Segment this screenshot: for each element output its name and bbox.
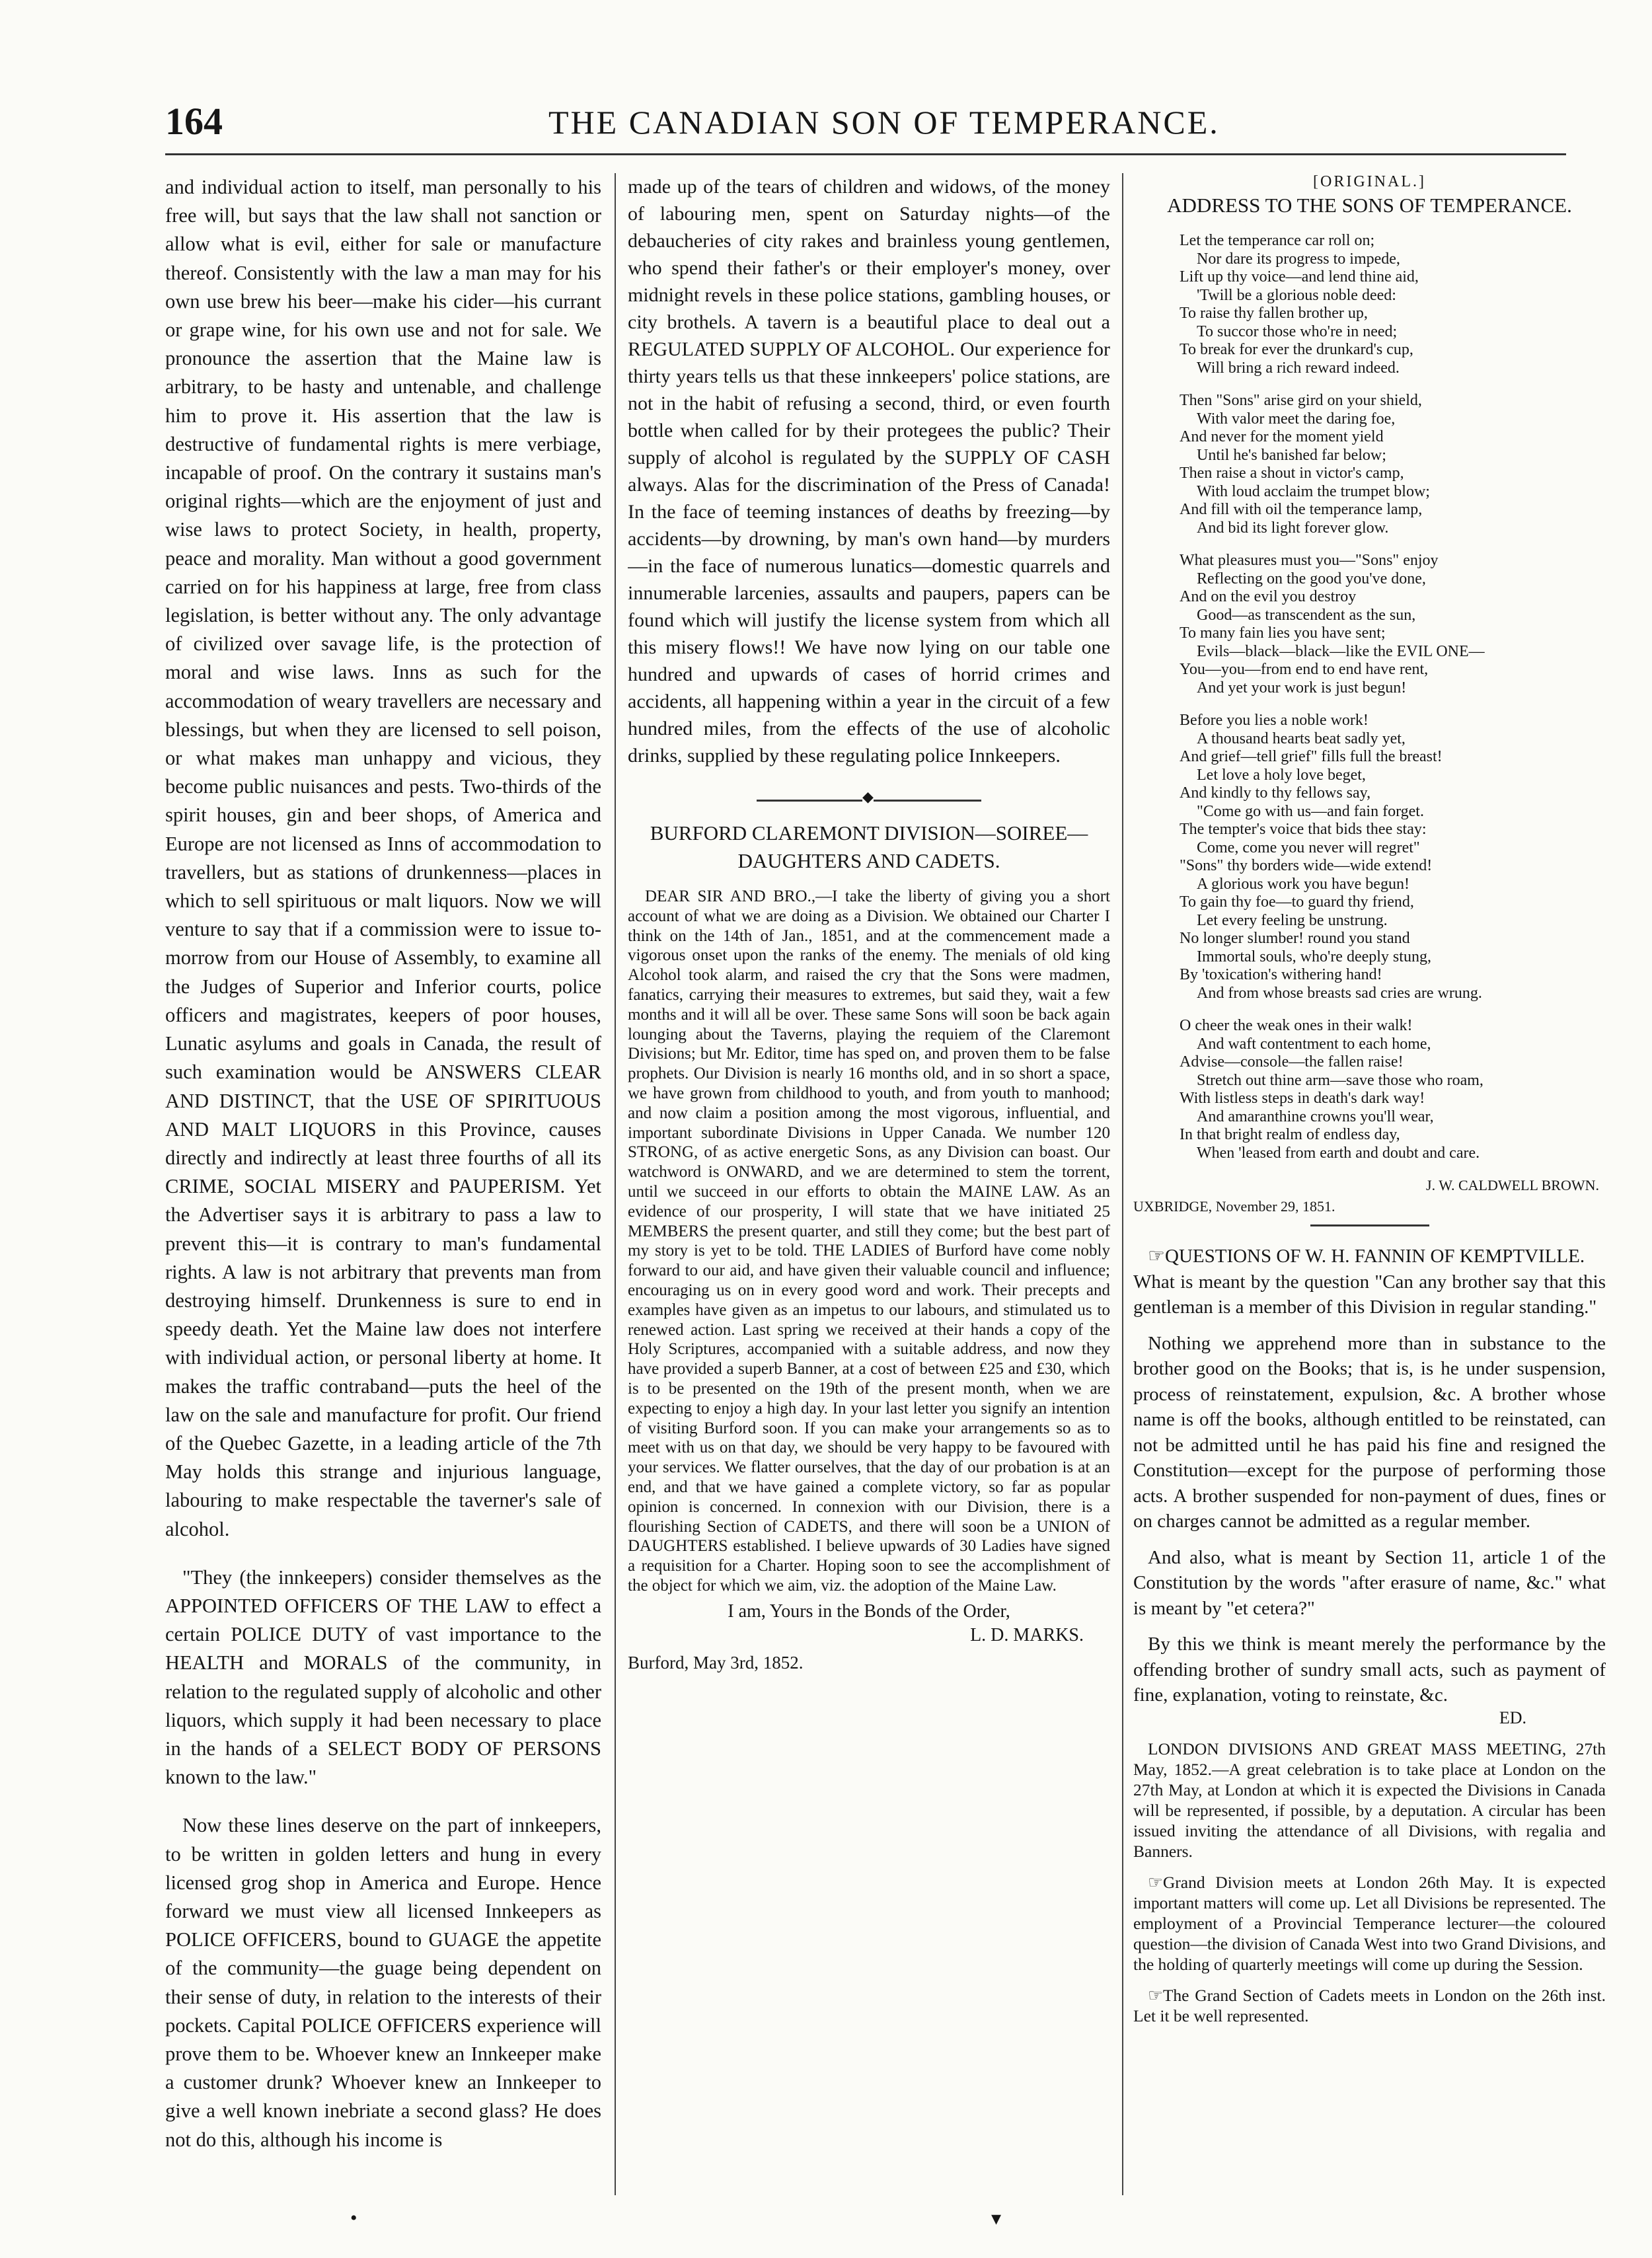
poem-line: The tempter's voice that bids thee stay:	[1180, 821, 1427, 838]
news-grand-division: ☞Grand Division meets at London 26th May. It is expected important matters will come up. Let all Divisions be represented. The employment of a Provincial Temperance lecturer—the coloured question—the division of Canada West into two Grand Divisions, and the holding of quarterly meetings will come up during the Session.	[1133, 1872, 1606, 1974]
page-header	[159, 99, 1586, 152]
poem-line: To raise thy fallen brother up,	[1180, 305, 1368, 322]
poem-title: ADDRESS TO THE SONS OF TEMPERANCE.	[1167, 194, 1572, 217]
poem-line: With valor meet the daring foe,	[1197, 410, 1396, 428]
poem-line: Before you lies a noble work!	[1180, 712, 1369, 729]
poem-line: A thousand hearts beat sadly yet,	[1197, 730, 1406, 747]
poem-line: Let love a holy love beget,	[1197, 766, 1366, 784]
poem-line: No longer slumber! round you stand	[1180, 930, 1410, 947]
poem-line: And amaranthine crowns you'll wear,	[1197, 1108, 1434, 1125]
editorial-quotation: "They (the innkeepers) consider themselves as the APPOINTED OFFICERS OF THE LAW to effect a certain POLICE DUTY of vast importance to the HEALTH and MORALS of the community, in relation to the regulated supply of alcoholic and other liquors, which supply it had been necessary to place in the hands of a SELECT BODY OF PERSONS known to the law."	[165, 1565, 601, 1789]
printer-mark-right: ▾	[991, 2208, 1002, 2230]
poem-stanza	[1180, 712, 1606, 1002]
printer-mark-left: •	[350, 2207, 357, 2229]
letter-signature: L. D. MARKS.	[970, 1624, 1084, 1645]
news-cadets: ☞The Grand Section of Cadets meets in London on the 26th inst. Let it be well represented.	[1133, 1985, 1606, 2025]
poem-body	[1133, 232, 1606, 1162]
poem-line: Let every feeling be unstrung.	[1197, 911, 1388, 929]
poem-line: What pleasures must you—"Sons" enjoy	[1180, 552, 1439, 569]
article-heading: BURFORD CLAREMONT DIVISION—SOIREE—DAUGHTERS AND CADETS.	[650, 821, 1088, 872]
column-divider-1	[615, 173, 616, 2195]
poem-line: Then raise a shout in victor's camp,	[1180, 465, 1404, 482]
column-right	[1133, 173, 1606, 2195]
poem-line: Stretch out thine arm—save those who roam,	[1197, 1071, 1483, 1089]
poem-line: "Sons" thy borders wide—wide extend!	[1180, 857, 1433, 874]
answer-2: By this we think is meant merely the performance by the offending brother of sundry small acts, such as payment of fine, explanation, voting to reinstate, &c.	[1133, 1634, 1606, 1706]
editorial-paragraph-3: Now these lines deserve on the part of innkeepers, to be written in golden letters and hung in every licensed grog shop in America and Europe. Hence forward we must view all licensed Innkeepers as POLICE OFFICERS, bound to GUAGE the appetite of the community—the guage being dependent on their sense of duty, in relation to the interests of their pockets. Capital POLICE OFFICERS experience will prove them to be. Whoever knew an Innkeeper make a customer drunk? Whoever knew an Innkeeper to give a well known inebriate a second glass? He does not do this, although his income is	[165, 1814, 601, 2151]
column-middle	[628, 173, 1110, 2195]
poem-dateline: UXBRIDGE, November 29, 1851.	[1133, 1198, 1335, 1215]
poem-line: Let the temperance car roll on;	[1180, 232, 1375, 249]
poem-line: A glorious work you have begun!	[1197, 875, 1409, 893]
editorial-paragraph-1: and individual action to itself, man personally to his free will, but says that the law shall not sanction or allow what is evil, either for sale or manufacture thereof. Consistently with the law a man may for his own use brew his beer—make his cider—his currant or grape wine, for his own use and not for sale. We pronounce the assertion that the Maine law is arbitrary, to be hasty and untenable, and challenge him to prove it. His assertion that the law is destructive of fundamental rights is mere verbiage, incapable of proof. On the contrary it sustains man's original rights—which are the enjoyment of just and wise laws to protect Society, in health, property, peace and morality. Man without a good government carried on for his happiness at large, free from class legislation, is better without any. The only advantage of civilized over savage life, is the protection of moral and wise laws. Inns as such for the accommodation of weary travellers are necessary and blessings, but when they are licensed to sell poison, or what makes man unhappy and vicious, they become public nuisances and pests. Two-thirds of the spirit houses, gin and beer shops, of America and Europe are not licensed as Inns of accommodation to travellers, but as stations of drunkenness—places in which to sell spirituous or malt liquors. Now we will venture to say that if a commission were to issue to-morrow from our House of Assembly, to examine all the Judges of Superior and Inferior courts, police officers and magistrates, keepers of poor houses, Lunatic asylums and goals in Canada, the result of such examination would be ANSWERS CLEAR AND DISTINCT, that the USE OF SPIRITUOUS AND MALT LIQUORS in this Province, causes directly and indirectly at least three fourths of all its CRIME, SOCIAL MISERY and PAUPERISM. Yet the Advertiser says it is arbitrary to pass a law to prevent this—it is contrary to man's fundamental rights. A law is not arbitrary that prevents man from destroying himself. Drunkenness is sure to end in speedy death. Yet the Maine law does not interfere with individual action, or personal liberty at home. It makes the traffic contraband—puts the heel of the law on the sale and manufacture for profit. Our friend of the Quebec Gazette, in a leading article of the 7th May holds this strange and injurious language, labouring to make respectable the taverner's sale of alcohol.	[165, 176, 601, 1540]
poem-line: Good—as transcendent as the sun,	[1197, 606, 1416, 624]
poem-line: With loud acclaim the trumpet blow;	[1197, 482, 1430, 500]
letter-place-date: Burford, May 3rd, 1852.	[628, 1652, 804, 1673]
section-ornament-rule	[628, 793, 1110, 805]
poem-stanza	[1180, 552, 1606, 697]
poem-line: And from whose breasts sad cries are wrung.	[1197, 984, 1482, 1002]
poem-line: To break for ever the drunkard's cup,	[1180, 341, 1413, 358]
poem-line: Nor dare its progress to impede,	[1197, 250, 1400, 268]
poem-line: Advise—console—the fallen raise!	[1180, 1053, 1404, 1071]
poem-line: When 'leased from earth and doubt and care.	[1197, 1144, 1480, 1162]
question-2: And also, what is meant by Section 11, article 1 of the Constitution by the words "after erasure of name, &c." what is meant by "et cetera?"	[1133, 1546, 1606, 1619]
editorial-continuation: made up of the tears of children and widows, of the money of labouring men, spent on Saturday nights—of the debaucheries of city rakes and brainless young gentlemen, who spend their father's or their employer's money, over midnight revels in these police stations, gambling houses, or city brothels. A tavern is a beautiful place to deal out a REGULATED SUPPLY OF ALCOHOL. Our experience for thirty years tells us that these innkeepers' police stations, are not in the habit of refusing a second, third, or even fourth bottle when called for by their protegees the public? Their supply of alcohol is regulated by the SUPPLY OF CASH always. Alas for the discrimination of the Press of Canada! In the face of teeming instances of deaths by freezing—by accidents—by drowning, by man's own hand—by murders—in the face of numerous lunatics—domestic quarrels and innumerable larcenies, assaults and paupers, papers can be found which will justify the license system from which all this misery flows!! We have now lying on our table one hundred and upwards of cases of horrid crimes and accidents, all happening within a year in the circuit of a few hundred miles, from the effects of the use of alcoholic drinks, supplied by these regulating police Innkeepers.	[628, 176, 1110, 767]
news-london-meeting: LONDON DIVISIONS AND GREAT MASS MEETING, 27th May, 1852.—A great celebration is to take place at London on the 27th May, at London at which it is expected the Divisions in Canada will be represented, if possible, by a deputation. A circular has been issued inviting the attendance of all Divisions, with regalia and Banners.	[1133, 1739, 1606, 1861]
poem-line: Until he's banished far below;	[1197, 446, 1386, 464]
poem-line: Then "Sons" arise gird on your shield,	[1180, 392, 1422, 409]
poem-stanza	[1180, 1017, 1606, 1162]
poem-line: Come, come you never will regret"	[1197, 839, 1420, 856]
poem-line: And never for the moment yield	[1180, 428, 1384, 445]
poem-author: J. W. CALDWELL BROWN.	[1426, 1177, 1599, 1193]
poem-line: And yet your work is just begun!	[1197, 679, 1407, 696]
header-rule	[165, 153, 1566, 155]
poem-line: With listless steps in death's dark way!	[1180, 1090, 1425, 1107]
poem-line: And fill with oil the temperance lamp,	[1180, 501, 1423, 518]
section-rule	[1310, 1224, 1429, 1226]
letter-closing: I am, Yours in the Bonds of the Order,	[728, 1600, 1010, 1622]
poem-line: Evils—black—black—like the EVIL ONE—	[1197, 642, 1485, 660]
poem-line: Lift up thy voice—and lend thine aid,	[1180, 268, 1419, 285]
page-number: 164	[165, 100, 223, 143]
poem-line: O cheer the weak ones in their walk!	[1180, 1017, 1413, 1034]
answer-1: Nothing we apprehend more than in substance to the brother good on the Books; that is, is he under suspension, process of reinstatement, expulsion, &c. A brother whose name is off the books, although entitled to be reinstated, can not be admitted until he has paid his fine and resigned the Constitution—except for the purpose of performing those acts. A brother suspended for non-payment of dues, fines or on charges cannot be admitted as a regular member.	[1133, 1332, 1606, 1532]
poem-stanza	[1180, 392, 1606, 537]
editor-initials: ED.	[1499, 1708, 1526, 1727]
poem-line: To succor those who're in need;	[1197, 322, 1398, 340]
poem-line: "Come go with us—and fain forget.	[1197, 802, 1424, 820]
poem-line: 'Twill be a glorious noble deed:	[1197, 286, 1396, 304]
masthead-title: THE CANADIAN SON OF TEMPERANCE.	[548, 104, 1220, 141]
poem-stanza	[1180, 232, 1606, 377]
column-left	[165, 173, 601, 2195]
poem-line: To many fain lies you have sent;	[1180, 624, 1386, 642]
poem-line: And waft contentment to each home,	[1197, 1035, 1431, 1053]
poem-line: And grief—tell grief" fills full the breast!	[1180, 748, 1443, 765]
poem-line: Immortal souls, who're deeply stung,	[1197, 948, 1431, 965]
poem-line: Reflecting on the good you've done,	[1197, 570, 1426, 587]
original-label: [ORIGINAL.]	[1313, 173, 1426, 190]
poem-line: You—you—from end to end have rent,	[1180, 661, 1429, 678]
poem-line: And on the evil you destroy	[1180, 588, 1357, 605]
poem-line: And bid its light forever glow.	[1197, 519, 1389, 537]
letter-body: DEAR SIR AND BRO.,—I take the liberty of giving you a short account of what we are doing as a Division. We obtained our Charter I think on the 14th of Jan., 1851, and at the commencement made a vigorous onset upon the ranks of the enemy. The menials of old king Alcohol took alarm, and raised the cry that the Sons were madmen, fanatics, carrying their measures to extremes, but said they, wait a few months and it will all be over. These same Sons will soon be back again lounging about the Taverns, playing the requiem of the Claremont Divisions; but Mr. Editor, time has sped on, and proven them to be false prophets. Our Division is nearly 16 months old, and in so short a space, we have grown from childhood to youth, and from youth to manhood; and now claim a position among the most vigorous, influential, and important subordinate Divisions in Upper Canada. We number 120 STRONG, of as active energetic Sons, as any Division can boast. Our watchword is ONWARD, and we are determined to stem the torrent, until we succeed in our efforts to obtain the MAINE LAW. As an evidence of our prosperity, I will state that we have initiated 25 MEMBERS the present quarter, and still they come; but the best part of my story is yet to be told. THE LADIES of Burford have come nobly forward to our aid, and have given their valuable council and influence; encouraging us on in every good word and work. Their precepts and examples have given as an impetus to our labours, and stimulated us to renewed action. Last spring we received at their hands a copy of the Holy Scriptures, accompanied with a suitable address, and now they have provided a superb Banner, at a cost of between £25 and £30, which is to be presented on the 19th of the present month, when we are expecting to enjoy a high day. In your last letter you signify an intention of visiting Burford soon. If you can make your arrangements so as to meet with us on that day, we should be very happy to be favoured with your services. We flatter ourselves, that the day of our probation is at an end, and that we have gained a complete victory, so far as popular opinion is concerned. In connexion with our Division, there is a flourishing Section of CADETS, and there will soon be a UNION of DAUGHTERS established. I believe upwards of 30 Ladies have signed a requisition for a Charter. Hoping soon to see the accomplishment of the object for which we aim, viz. the adoption of the Maine Law.	[628, 887, 1110, 1595]
column-divider-2	[1122, 173, 1123, 2195]
poem-line: And kindly to thy fellows say,	[1180, 784, 1371, 802]
poem-line: Will bring a rich reward indeed.	[1197, 359, 1400, 377]
poem-line: In that bright realm of endless day,	[1180, 1126, 1400, 1143]
questions-heading: ☞QUESTIONS OF W. H. FANNIN OF KEMPTVILLE.	[1148, 1246, 1585, 1267]
poem-line: To gain thy foe—to guard thy friend,	[1180, 893, 1414, 911]
poem-line: By 'toxication's withering hand!	[1180, 966, 1382, 983]
question-1: What is meant by the question "Can any brother say that this gentleman is a member of this Division in regular standing."	[1133, 1271, 1606, 1318]
